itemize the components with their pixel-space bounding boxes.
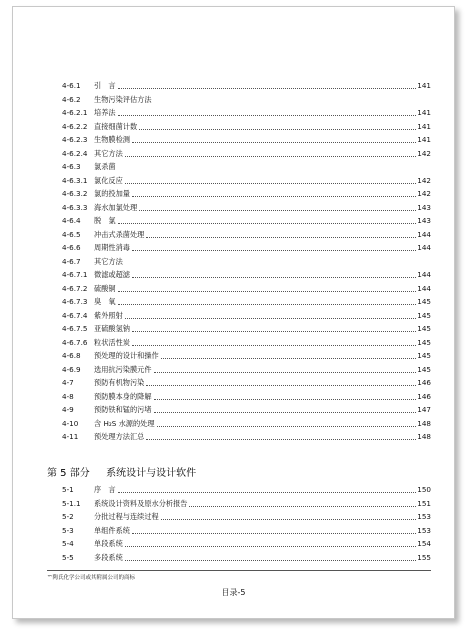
toc-leader-dots [161,518,417,520]
toc-entry-title: 预防膜本身的降解 [94,391,152,401]
toc-entry-title: 序 言 [94,485,116,494]
toc-entry [62,213,431,225]
toc-entry [62,335,431,347]
toc-entry [62,362,431,374]
toc-entry [62,227,431,239]
toc-entry-number: 5-4 [62,539,74,549]
toc-entry-title: 其它方法 [94,256,123,266]
toc-entry-page: 153 [417,512,431,522]
toc-leader-dots [139,209,416,211]
toc-leader-dots [118,87,417,89]
toc-entry-title: 其它方法 [94,148,123,158]
toc-entry-page: 142 [417,175,431,185]
part-title: 系统设计与设计软件 [106,468,197,479]
toc-entry-title: 预防铁和锰的污堵 [94,405,152,414]
part-heading [47,464,196,479]
toc-entry [62,267,431,279]
toc-entry-number: 4-6.5 [62,229,81,239]
toc-entry [62,509,431,521]
toc-entry-title: 预处理的设计和操作 [94,351,159,360]
toc-entry-title: 分批过程与连续过程 [94,512,159,522]
toc-entry-page: 145 [417,364,431,374]
toc-entry [62,536,431,548]
toc-entry-number: 4-9 [62,405,74,414]
toc-entry [62,254,431,266]
toc-entry-number: 4-6.4 [62,216,81,225]
toc-leader-dots [125,545,417,547]
toc-entry-number: 4-6.2.4 [62,148,88,158]
toc-entry-title: 氯化反应 [94,175,123,185]
toc-leader-dots [146,236,416,238]
toc-leader-dots [154,398,417,400]
toc-entry-page: 144 [417,270,431,279]
toc-entry-title: 单段系统 [94,539,123,549]
toc-entry [62,240,431,252]
toc-entry-page: 155 [417,553,431,562]
toc-leader-dots [132,344,416,346]
toc-entry-number: 5-1.1 [62,498,81,508]
toc-entry-title: 生物污染评估方法 [94,94,152,104]
toc-entry [62,429,431,441]
toc-entry [62,173,431,185]
toc-entry-page: 144 [417,229,431,239]
toc-entry-page: 143 [417,202,431,212]
toc-entry [62,119,431,131]
toc-entry-page: 144 [417,243,431,252]
toc-leader-dots [118,222,417,224]
toc-leader-dots [189,505,416,507]
toc-leader-dots [125,317,417,319]
toc-entry-title: 含 H₂S 水源的处理 [94,418,155,428]
toc-entry-page: 153 [417,525,431,535]
toc-entry [62,200,431,212]
toc-entry-number: 4-6.2.1 [62,108,88,117]
toc-entry-page: 141 [417,121,431,131]
toc-entry-title: 预防有机物污染 [94,378,145,387]
toc-entry-page: 141 [417,108,431,117]
toc-entry-title: 亚硫酸氢钠 [94,324,130,333]
toc-entry [62,92,431,104]
toc-leader-dots [132,276,416,278]
toc-leader-dots [118,303,417,305]
toc-entry-title: 海水加氯处理 [94,202,138,212]
toc-entry-page: 144 [417,283,431,293]
toc-leader-dots [118,114,417,116]
toc-entry-page: 150 [417,485,431,494]
toc-entry-number: 4-6.6 [62,243,81,252]
page-number: 目录-5 [221,588,246,597]
toc-entry [62,402,431,414]
toc-entry-page: 146 [417,391,431,401]
toc-entry-page: 141 [417,135,431,144]
toc-entry [62,375,431,387]
toc-entry-number: 5-5 [62,553,74,562]
toc-entry-page: 148 [417,418,431,428]
toc-entry-title: 生物膜检测 [94,135,130,144]
toc-entry-number: 4-11 [62,432,79,441]
toc-leader-dots [118,491,417,493]
toc-entry [62,523,431,535]
toc-entry-page: 147 [417,405,431,414]
toc-entry-page: 145 [417,310,431,320]
toc-entry-number: 4-6.9 [62,364,81,374]
toc-entry-title: 冲击式杀菌处理 [94,229,145,239]
toc-entry-number: 4-6.8 [62,351,81,360]
toc-entry-number: 4-6.3.3 [62,202,88,212]
toc-entry [62,186,431,198]
toc-entry-number: 4-6.2.3 [62,135,88,144]
toc-entry-title: 系统设计资料及原水分析报告 [94,498,188,508]
toc-entry-number: 5-1 [62,485,74,494]
toc-entry-page: 141 [417,81,431,90]
toc-entry-number: 4-6.2 [62,94,81,104]
trademark-footnote: ™陶氏化学公司或其附属公司的商标 [47,575,136,581]
part-label: 第 5 部分 [47,468,90,479]
toc-entry-number: 4-6.7.2 [62,283,88,293]
toc-entry [62,482,431,494]
toc-entry-number: 4-6.7.5 [62,324,88,333]
toc-entry-page: 145 [417,337,431,347]
toc-leader-dots [146,384,416,386]
toc-leader-dots [132,330,416,332]
toc-entry-title: 紫外照射 [94,310,123,320]
toc-entry-number: 4-6.7.1 [62,270,88,279]
toc-leader-dots [139,128,416,130]
toc-leader-dots [132,195,416,197]
toc-entry [62,159,431,171]
toc-entry-title: 直接细菌计数 [94,121,138,131]
toc-entry [62,78,431,90]
toc-entry [62,348,431,360]
toc-entry-title: 氯的投加量 [94,189,130,198]
toc-entry-number: 4-8 [62,391,74,401]
toc-entry-number: 4-6.1 [62,81,81,90]
toc-entry-title: 微滤或超滤 [94,270,130,279]
toc-entry-title: 氯杀菌 [94,162,116,171]
toc-entry-page: 148 [417,432,431,441]
toc-entry-number: 4-6.3.2 [62,189,88,198]
toc-entry-number: 4-7 [62,378,74,387]
toc-entry [62,281,431,293]
toc-entry-page: 146 [417,378,431,387]
toc-entry-number: 4-6.3.1 [62,175,88,185]
toc-entry-title: 脱 氯 [94,216,116,225]
toc-leader-dots [125,182,417,184]
toc-entry-title: 粒状活性炭 [94,337,130,347]
toc-entry-number: 5-2 [62,512,74,522]
toc-leader-dots [154,411,417,413]
toc-entry [62,321,431,333]
toc-entry-number: 4-6.2.2 [62,121,88,131]
toc-leader-dots [154,371,417,373]
toc-leader-dots [125,155,417,157]
toc-leader-dots [132,532,416,534]
toc-entry-title: 周期性消毒 [94,243,130,252]
toc-entry [62,294,431,306]
toc-entry-number: 5-3 [62,525,74,535]
toc-entry-title: 预处理方法汇总 [94,432,145,441]
toc-entry-number: 4-6.7.6 [62,337,88,347]
document-page [12,6,455,619]
toc-entry-title: 选用抗污染膜元件 [94,364,152,374]
toc-leader-dots [157,425,417,427]
toc-entry-title: 培养法 [94,108,116,117]
toc-entry-title: 单组件系统 [94,525,130,535]
toc-entry-number: 4-6.3 [62,162,81,171]
toc-entry-page: 151 [417,498,431,508]
toc-leader-dots [125,559,417,561]
toc-leader-dots [132,249,416,251]
toc-entry-number: 4-6.7.3 [62,297,88,306]
toc-entry-number: 4-10 [62,418,79,428]
toc-entry [62,416,431,428]
toc-entry-number: 4-6.7 [62,256,81,266]
toc-entry-page: 145 [417,324,431,333]
toc-leader-dots [118,290,417,292]
toc-entry-title: 硫酸铜 [94,283,116,293]
toc-leader-dots [146,438,416,440]
toc-entry-page: 154 [417,539,431,549]
toc-entry-title: 多段系统 [94,553,123,562]
toc-entry-page: 145 [417,351,431,360]
toc-leader-dots [161,357,417,359]
toc-entry-page: 145 [417,297,431,306]
toc-entry [62,389,431,401]
toc-leader-dots [132,141,416,143]
toc-entry-page: 142 [417,148,431,158]
toc-entry [62,496,431,508]
toc-entry-number: 4-6.7.4 [62,310,88,320]
toc-entry-page: 142 [417,189,431,198]
toc-entry [62,550,431,562]
footnote-divider [47,570,431,571]
toc-entry [62,146,431,158]
toc-entry-title: 引 言 [94,81,116,90]
toc-entry [62,105,431,117]
toc-entry [62,308,431,320]
toc-entry [62,132,431,144]
toc-entry-page: 143 [417,216,431,225]
toc-entry-title: 臭 氧 [94,297,116,306]
